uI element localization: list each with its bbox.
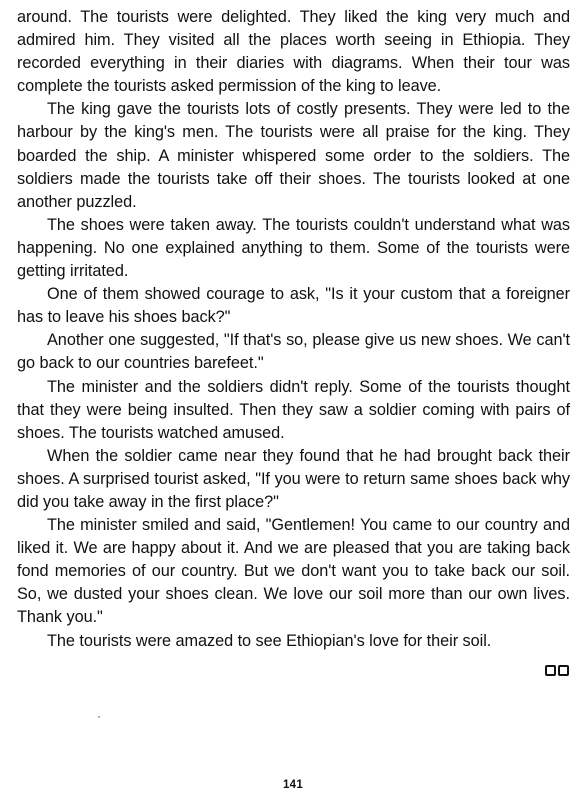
paragraph-8: The minister smiled and said, "Gentlemen! You came to our country and liked it. We are happy about it. And we are pleased that you are taking back fond memories of our country. But we don't want you to take back our soil. So, we dusted your shoes clean. We love our soil more than our own lives. Thank you."	[17, 516, 570, 627]
paragraph-6: The minister and the soldiers didn't reply. Some of the tourists thought that they were being insulted. Then they saw a soldier coming with pairs of shoes. The tourists watched amused.	[17, 377, 570, 442]
paragraph-2: The king gave the tourists lots of costly presents. They were led to the harbour by the king's men. The tourists were all praise for the king. They boarded the ship. A minister whispered some order to the soldiers. The soldiers made the tourists take off their shoes. The tourists looked at one another puzzled.	[17, 100, 570, 211]
paragraph-9: The tourists were amazed to see Ethiopian's love for their soil.	[47, 631, 492, 650]
paragraph-3: The shoes were taken away. The tourists couldn't understand what was happening. No one explained anything to them. Some of the tourists were getting irritated.	[17, 215, 570, 281]
paragraph-5: Another one suggested, "If that's so, please give us new shoes. We can't go back to our countries barefeet."	[17, 331, 570, 373]
story-text	[17, 6, 570, 653]
square-icon	[558, 665, 569, 676]
paragraph-4: One of them showed courage to ask, "Is it your custom that a foreigner has to leave his shoes back?"	[17, 285, 570, 327]
page-number: 141	[282, 779, 304, 791]
paragraph-1: around. The tourists were delighted. They liked the king very much and admired him. They visited all the places worth seeing in Ethiopia. They recorded everything in their diaries with diagrams. When their tour was complete the tourists asked permission of the king to leave.	[17, 8, 570, 96]
paragraph-7: When the soldier came near they found that he had brought back their shoes. A surprised tourist asked, "If you were to return same shoes back why did you take away in the first place?"	[17, 446, 570, 511]
print-speck	[98, 716, 100, 718]
double-square-end-mark-icon	[545, 665, 569, 676]
square-icon	[545, 665, 556, 676]
